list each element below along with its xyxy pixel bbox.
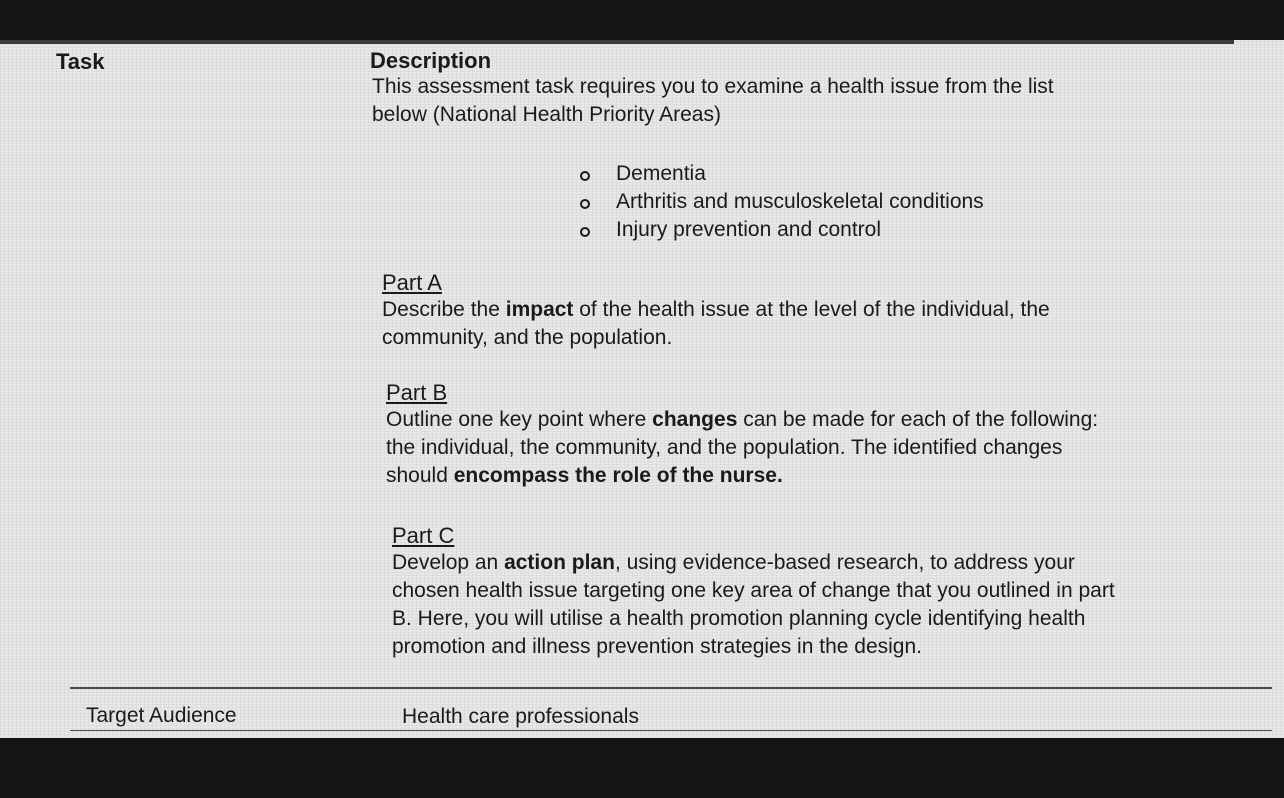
table-top-border [0, 40, 1234, 44]
target-audience-label: Target Audience [86, 704, 237, 727]
table-bottom-border [70, 730, 1272, 731]
part-c-text: B. Here, you will utilise a health promotion planning cycle identifying health [392, 607, 1086, 630]
part-b-text: should [386, 464, 454, 487]
part-c-text: promotion and illness prevention strategies in the design. [392, 635, 922, 658]
target-audience-value: Health care professionals [402, 705, 639, 728]
part-a-title: Part A [382, 270, 442, 295]
part-c-text: chosen health issue targeting one key area of change that you outlined in part [392, 579, 1115, 602]
part-c-title: Part C [392, 523, 455, 548]
part-c-section [392, 523, 1115, 661]
list-item: Dementia [578, 160, 984, 188]
part-c-text: , using evidence-based research, to address your [614, 551, 1075, 574]
part-a-text: Describe the [382, 298, 506, 321]
part-a-emphasis: impact [505, 298, 574, 321]
intro-text [372, 73, 1054, 129]
row-divider [70, 687, 1272, 689]
part-a-section [382, 270, 1050, 352]
intro-line: This assessment task requires you to examine a health issue from the list [372, 75, 1054, 98]
list-item: Arthritis and musculoskeletal conditions [578, 188, 984, 216]
part-b-text: can be made for each of the following: [737, 408, 1099, 431]
part-b-text: the individual, the community, and the population. The identified changes [386, 436, 1063, 459]
description-header: Description [370, 48, 492, 73]
part-b-title: Part B [386, 380, 448, 405]
part-c-text: Develop an [392, 551, 505, 574]
part-b-emphasis: encompass the role of the nurse. [453, 464, 783, 487]
part-b-section [386, 380, 1098, 490]
intro-line: below (National Health Priority Areas) [372, 103, 721, 126]
assessment-table [0, 40, 1284, 738]
part-b-text: Outline one key point where [386, 408, 653, 431]
health-issue-list [578, 160, 984, 244]
part-b-emphasis: changes [652, 408, 738, 431]
part-a-text: community, and the population. [382, 326, 673, 349]
task-header: Task [56, 49, 105, 74]
part-c-emphasis: action plan [504, 551, 615, 574]
list-item: Injury prevention and control [578, 216, 984, 244]
part-a-text: of the health issue at the level of the individual, the [573, 298, 1050, 321]
